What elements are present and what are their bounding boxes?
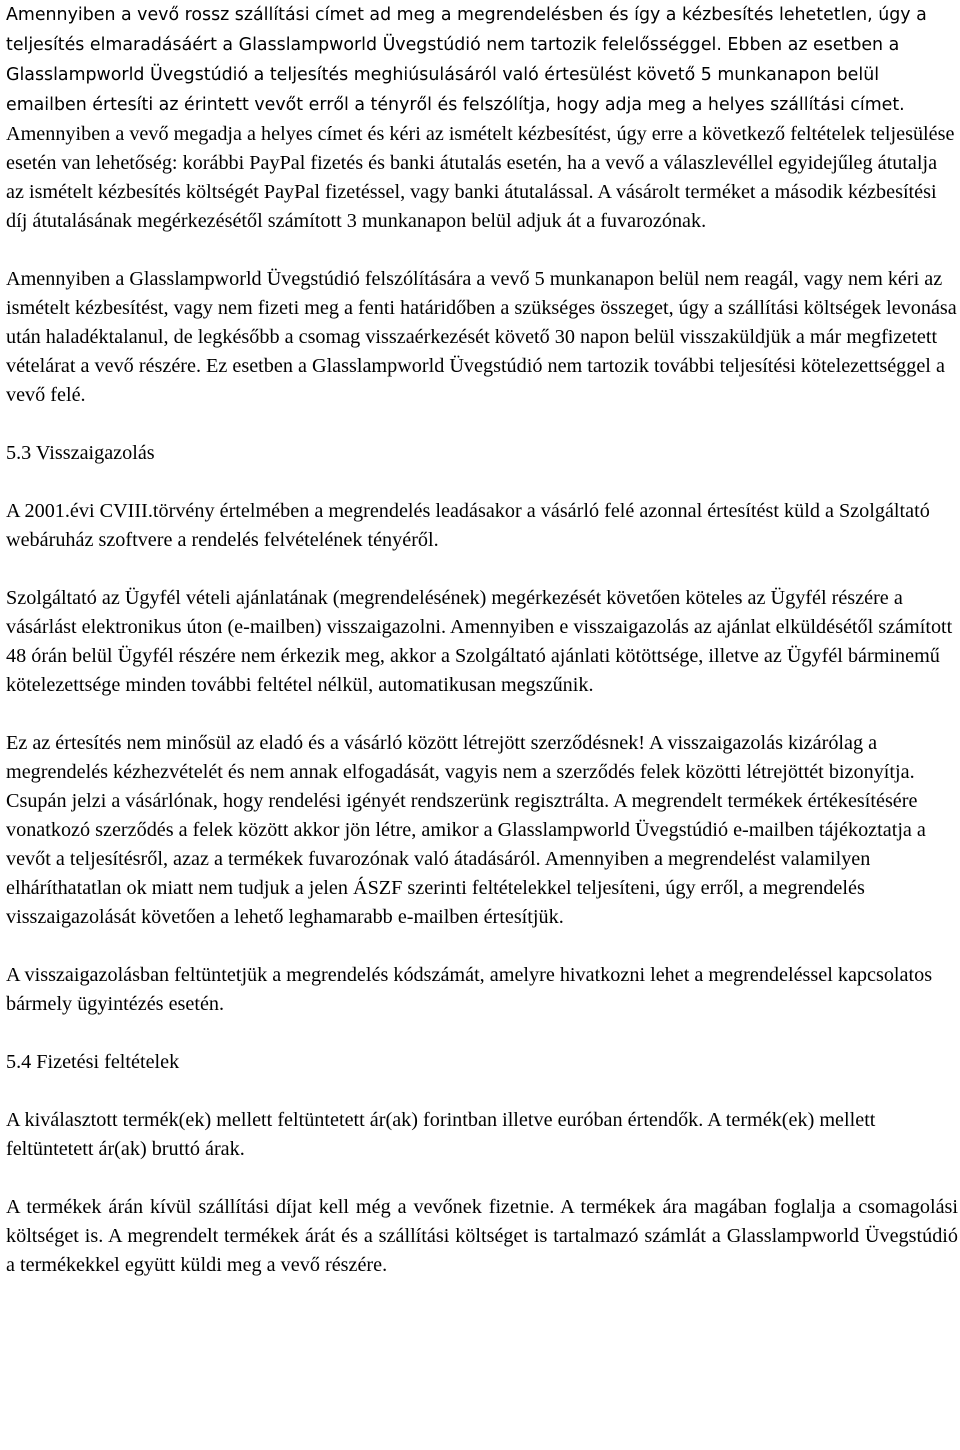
document-page <box>6 0 958 1280</box>
section-heading-5-4: 5.4 Fizetési feltételek <box>6 1051 180 1073</box>
paragraph-order-code: A visszaigazolásban feltüntetjük a megrendelés kódszámát, amelyre hivatkozni lehet a megrendeléssel kapcsolatos bármely ügyintézés esetén. <box>6 964 933 1015</box>
paragraph-no-response-refund: Amennyiben a Glasslampworld Üvegstúdió felszólítására a vevő 5 munkanapon belül nem reagál, vagy nem kéri az ismételt kézbesítést, vagy nem fizeti meg a fenti határidőben a szükséges összeget, úgy a szállítási költségek levonása után haladéktalanul, de legkésőbb a csomag visszaérkezését követő 30 napon belül visszaküldjük a már megfizetett vételárat a vevő részére. Ez esetben a Glasslampworld Üvegstúdió nem tartozik további teljesítési kötelezettséggel a vevő felé. <box>6 268 957 406</box>
paragraph-order-confirmation: Szolgáltató az Ügyfél vételi ajánlatának (megrendelésének) megérkezését követően köteles az Ügyfél részére a vásárlást elektronikus úton (e-mailben) visszaigazolni. Amennyiben e visszaigazolás az ajánlat elküldésétől számított 48 órán belül Ügyfél részére nem érkezik meg, akkor a Szolgáltató ajánlati kötöttsége, illetve az Ügyfél bárminemű kötelezettsége minden további feltétel nélkül, automatikusan megszűnik. <box>6 587 953 696</box>
paragraph-shipping-fee: A termékek árán kívül szállítási díjat kell még a vevőnek fizetnie. A termékek ára magában foglalja a csomagolási költséget is. A megrendelt termékek árát és a szállítási költséget is tartalmazó számlát a Glasslampworld Üvegstúdió a termékekkel együtt küldi meg a vevő részére. <box>6 1196 958 1276</box>
paragraph-wrong-address-serif-part: Amennyiben a vevő megadja a helyes címet és kéri az ismételt kézbesítést, úgy erre a következő feltételek teljesülése esetén van lehetőség: korábbi PayPal fizetés és banki átutalás esetén, ha a vevő a válaszlevéllel egyidejűleg átutalja az ismételt kézbesítés költségét PayPal fizetéssel, vagy banki átutalással. A vásárolt terméket a második kézbesítési díj átutalásának megérkezésétől számított 3 munkanapon belül adjuk át a fuvarozónak. <box>6 123 955 232</box>
paragraph-order-notification: A 2001.évi CVIII.törvény értelmében a megrendelés leadásakor a vásárló felé azonnal értesítést küld a Szolgáltató webáruház szoftvere a rendelés felvételének tényéről. <box>6 500 930 551</box>
section-heading-5-3: 5.3 Visszaigazolás <box>6 442 155 464</box>
paragraph-wrong-address-sans-part: Amennyiben a vevő rossz szállítási címet ad meg a megrendelésben és így a kézbesítés lehetetlen, úgy a teljesítés elmaradásáért a Glasslampworld Üvegstúdió nem tartozik felelősséggel. Ebben az esetben a Glasslampworld Üvegstúdió a teljesítés meghiúsulásáról való értesülést követő 5 munkanapon belül emailben értesíti az érintett vevőt erről a tényről és felszólítja, hogy adja meg a helyes szállítási címet. <box>6 5 927 115</box>
paragraph-wrong-address <box>6 0 958 236</box>
paragraph-prices: A kiválasztott termék(ek) mellett feltüntetett ár(ak) forintban illetve euróban értendők. A termék(ek) mellett feltüntetett ár(ak) bruttó árak. <box>6 1109 876 1160</box>
paragraph-not-a-contract: Ez az értesítés nem minősül az eladó és a vásárló között létrejött szerződésnek! A visszaigazolás kizárólag a megrendelés kézhezvételét és nem annak elfogadását, vagyis nem a szerződés felek közötti létrejöttét bizonyítja. Csupán jelzi a vásárlónak, hogy rendelési igényét rendszerünk regisztrálta. A megrendelt termékek értékesítésére vonatkozó szerződés a felek között akkor jön létre, amikor a Glasslampworld Üvegstúdió e-mailben tájékoztatja a vevőt a teljesítésről, azaz a termékek fuvarozónak való átadásáról. Amennyiben a megrendelést valamilyen elháríthatatlan ok miatt nem tudjuk a jelen ÁSZF szerinti feltételekkel teljesíteni, úgy erről, a megrendelés visszaigazolását követően a lehető leghamarabb e-mailben értesítjük. <box>6 732 926 928</box>
